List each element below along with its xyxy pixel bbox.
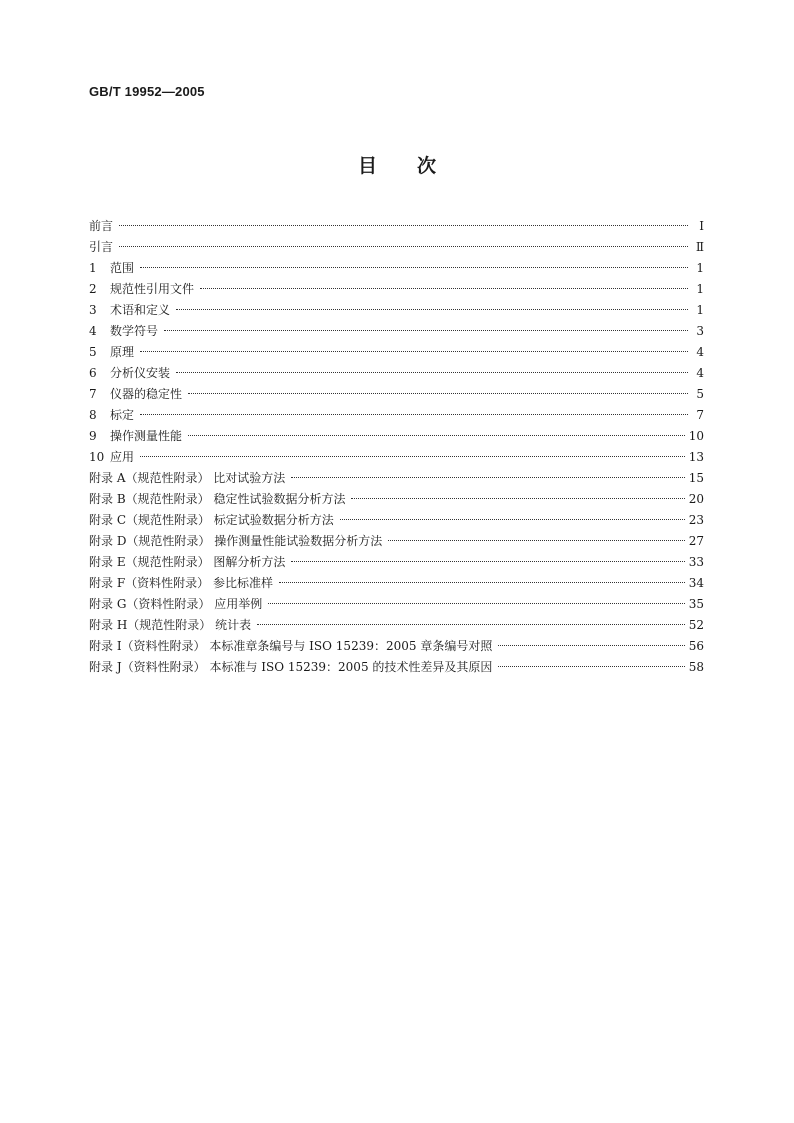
toc-entry[interactable] — [89, 384, 704, 405]
toc-leader-dots — [340, 519, 685, 520]
toc-entry-text: 附录 A（规范性附录） 比对试验方法 — [89, 471, 286, 485]
toc-entry[interactable] — [89, 237, 704, 258]
toc-entry-page: 58 — [688, 660, 704, 674]
toc-entry-text: 数学符号 — [110, 324, 159, 338]
toc-entry-page: 56 — [688, 639, 704, 653]
toc-entry[interactable] — [89, 594, 704, 615]
toc-entry-page: 35 — [688, 597, 704, 611]
toc-entry-number: 4 — [89, 324, 97, 338]
toc-leader-dots — [498, 666, 684, 667]
toc-entry[interactable] — [89, 468, 704, 489]
toc-entry-text: 规范性引用文件 — [110, 282, 195, 296]
toc-entry-text: 分析仪安装 — [110, 366, 171, 380]
toc-entry-label — [89, 573, 277, 594]
toc-entry[interactable] — [89, 300, 704, 321]
toc-entry-label — [89, 216, 117, 237]
toc-entry[interactable] — [89, 636, 704, 657]
toc-entry-page: Ⅱ — [695, 240, 704, 254]
toc-entry-label — [89, 657, 496, 678]
toc-entry-text: 附录 D（规范性附录） 操作测量性能试验数据分析方法 — [89, 534, 383, 548]
toc-leader-dots — [351, 498, 684, 499]
toc-entry-label — [89, 426, 186, 447]
toc-entry[interactable] — [89, 363, 704, 384]
toc-entry[interactable] — [89, 615, 704, 636]
toc-leader-dots — [140, 351, 688, 352]
toc-leader-dots — [388, 540, 684, 541]
toc-entry-text: 应用 — [110, 450, 135, 464]
toc-entry-label — [89, 636, 496, 657]
toc-leader-dots — [200, 288, 688, 289]
toc-entry-page: Ⅰ — [699, 219, 704, 233]
toc-entry-page: 27 — [688, 534, 704, 548]
toc-leader-dots — [291, 477, 684, 478]
toc-entry-text: 操作测量性能 — [110, 429, 183, 443]
toc-entry[interactable] — [89, 447, 704, 468]
toc-entry-label — [89, 300, 174, 321]
toc-entry-page: 13 — [688, 450, 704, 464]
toc-entry[interactable] — [89, 321, 704, 342]
toc-leader-dots — [291, 561, 684, 562]
toc-entry[interactable] — [89, 279, 704, 300]
toc-entry[interactable] — [89, 552, 704, 573]
toc-entry-text: 引言 — [89, 240, 114, 254]
toc-leader-dots — [498, 645, 684, 646]
toc-entry[interactable] — [89, 426, 704, 447]
toc-entry-label — [89, 510, 338, 531]
toc-entry-page: 4 — [696, 366, 704, 380]
toc-entry-page: 15 — [688, 471, 704, 485]
toc-entry-text: 附录 H（规范性附录） 统计表 — [89, 618, 252, 632]
toc-entry-text: 附录 C（规范性附录） 标定试验数据分析方法 — [89, 513, 334, 527]
toc-entry-number: 3 — [89, 303, 97, 317]
toc-entry-number: 8 — [89, 408, 97, 422]
toc-entry-label — [89, 489, 349, 510]
toc-leader-dots — [188, 393, 688, 394]
toc-entry-page: 33 — [688, 555, 704, 569]
toc-entry-page: 5 — [696, 387, 704, 401]
toc-entry-label — [89, 363, 174, 384]
toc-entry-page: 52 — [688, 618, 704, 632]
toc-entry-number: 1 — [89, 261, 97, 275]
toc-entry[interactable] — [89, 216, 704, 237]
toc-entry-number: 9 — [89, 429, 97, 443]
toc-entry[interactable] — [89, 258, 704, 279]
toc-entry-label — [89, 384, 186, 405]
toc-leader-dots — [176, 309, 688, 310]
toc-entry-label — [89, 258, 138, 279]
toc-entry-label — [89, 468, 289, 489]
toc-leader-dots — [140, 414, 688, 415]
toc-leader-dots — [119, 246, 688, 247]
toc-entry-number: 2 — [89, 282, 97, 296]
toc-entry-label — [89, 531, 386, 552]
toc-entry-label — [89, 342, 138, 363]
toc-entry[interactable] — [89, 657, 704, 678]
toc-entry-page: 20 — [688, 492, 704, 506]
toc-entry[interactable] — [89, 510, 704, 531]
toc-entry-page: 4 — [696, 345, 704, 359]
toc-entry-page: 7 — [696, 408, 704, 422]
toc-entry-text: 附录 B（规范性附录） 稳定性试验数据分析方法 — [89, 492, 346, 506]
toc-entry-text: 附录 F（资料性附录） 参比标准样 — [89, 576, 273, 590]
toc-entry-page: 1 — [696, 282, 704, 296]
toc-entry-text: 仪器的稳定性 — [110, 387, 183, 401]
toc-leader-dots — [279, 582, 685, 583]
toc-leader-dots — [140, 456, 685, 457]
toc-leader-dots — [176, 372, 688, 373]
toc-entry-text: 原理 — [110, 345, 135, 359]
toc-entry-text: 附录 G（资料性附录） 应用举例 — [89, 597, 263, 611]
toc-entry-text: 范围 — [110, 261, 135, 275]
toc-entry-text: 前言 — [89, 219, 114, 233]
toc-entry-label — [89, 237, 117, 258]
toc-entry-number: 5 — [89, 345, 97, 359]
toc-entry[interactable] — [89, 573, 704, 594]
toc-entry-label — [89, 615, 255, 636]
toc-entry-page: 1 — [696, 303, 704, 317]
toc-entry-number: 6 — [89, 366, 97, 380]
toc-entry-page: 10 — [688, 429, 704, 443]
toc-entry[interactable] — [89, 531, 704, 552]
toc-leader-dots — [188, 435, 685, 436]
toc-entry-text: 标定 — [110, 408, 135, 422]
toc-entry-text: 附录 I（资料性附录） 本标准章条编号与 ISO 15239：2005 章条编号对照 — [89, 639, 493, 653]
toc-entry-page: 1 — [696, 261, 704, 275]
toc-leader-dots — [119, 225, 688, 226]
toc-leader-dots — [164, 330, 688, 331]
toc-entry-page: 23 — [688, 513, 704, 527]
toc-entry-label — [89, 279, 198, 300]
toc-leader-dots — [140, 267, 688, 268]
toc-leader-dots — [257, 624, 685, 625]
toc-entry-page: 3 — [696, 324, 704, 338]
toc-entry-label — [89, 321, 162, 342]
toc-entry-text: 术语和定义 — [110, 303, 171, 317]
toc-entry-text: 附录 J（资料性附录） 本标准与 ISO 15239：2005 的技术性差异及其原因 — [89, 660, 493, 674]
standard-code: GB/T 19952—2005 — [89, 84, 205, 99]
toc-entry[interactable] — [89, 405, 704, 426]
page-title: 目次 — [357, 155, 476, 177]
toc-entry-number: 7 — [89, 387, 97, 401]
toc-entry-page: 34 — [688, 576, 704, 590]
toc-entry[interactable] — [89, 489, 704, 510]
toc-entry-label — [89, 594, 266, 615]
toc-entry-label — [89, 447, 138, 468]
toc-entry[interactable] — [89, 342, 704, 363]
table-of-contents — [89, 216, 704, 678]
toc-leader-dots — [268, 603, 685, 604]
toc-entry-label — [89, 552, 289, 573]
toc-entry-text: 附录 E（规范性附录） 图解分析方法 — [89, 555, 286, 569]
toc-entry-number: 10 — [89, 450, 105, 464]
toc-entry-label — [89, 405, 138, 426]
